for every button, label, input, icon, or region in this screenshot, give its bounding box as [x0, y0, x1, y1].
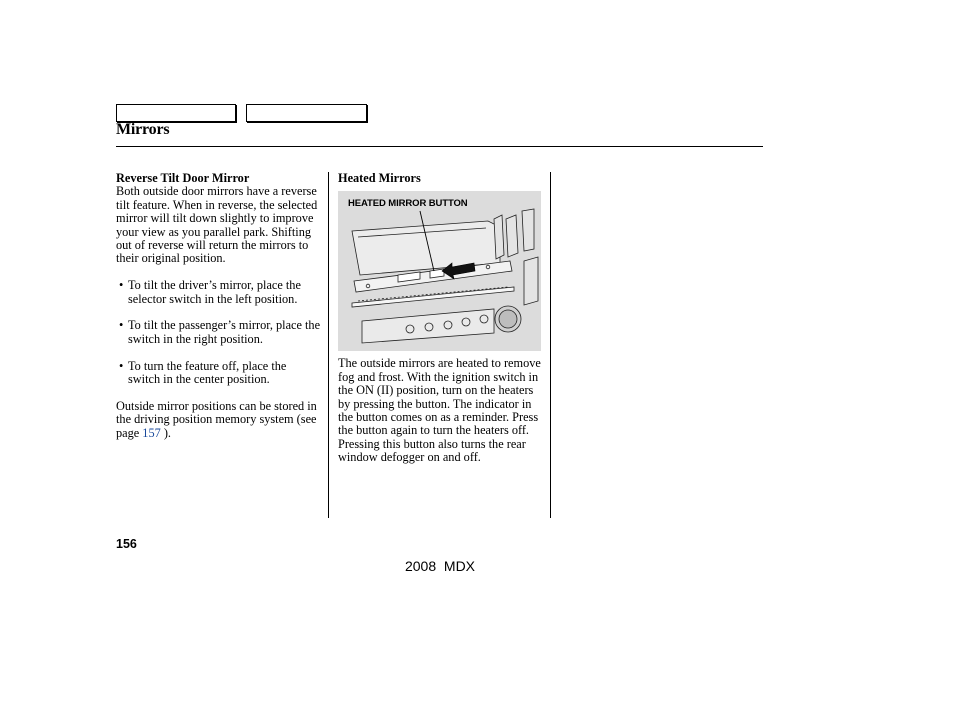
bullet-dot: • — [119, 318, 124, 333]
bullet-item — [116, 319, 321, 346]
bullet-text-off: To turn the feature off, place the switch in the center position. — [128, 358, 287, 387]
left-column — [116, 172, 321, 440]
title-divider — [116, 146, 763, 147]
column-divider-right — [550, 172, 551, 518]
footer-model: MDX — [443, 558, 476, 574]
memory-text-end: ). — [160, 425, 171, 440]
bullet-text-driver: To tilt the driver’s mirror, place the selector switch in the left position. — [128, 278, 301, 306]
bullet-item — [116, 360, 321, 387]
memory-paragraph — [116, 400, 321, 440]
memory-text: Outside mirror positions can be stored in the driving position memory system (see page — [116, 398, 317, 440]
reverse-tilt-heading: Reverse Tilt Door Mirror — [116, 171, 250, 185]
reverse-tilt-intro: Both outside door mirrors have a reverse tilt feature. When in reverse, the selected mirror will tilt down slightly to improve your view as you parallel park. Shifting out of reverse will return the mirrors to their original position. — [116, 184, 318, 266]
column-divider-left — [328, 172, 329, 518]
nav-tab-1[interactable] — [116, 104, 236, 122]
footer-year: 2008 — [404, 558, 437, 574]
nav-tab-2[interactable] — [246, 104, 367, 122]
bullet-dot: • — [119, 358, 124, 373]
middle-column — [338, 172, 543, 465]
page-number: 156 — [116, 537, 137, 551]
bullet-text-passenger: To tilt the passenger’s mirror, place the switch in the right position. — [128, 318, 321, 346]
section-title: Mirrors — [116, 121, 170, 138]
figure-label: HEATED MIRROR BUTTON — [348, 198, 468, 210]
page-link-157[interactable]: 157 — [142, 425, 161, 440]
bullet-item — [116, 279, 321, 306]
footer — [0, 558, 880, 574]
heated-mirror-figure — [338, 191, 541, 351]
heated-mirrors-body: The outside mirrors are heated to remove fog and frost. With the ignition switch in the ON (II) position, turn on the heaters by pressing the button. The indicator in the button comes on as a reminder. Press the button again to turn the heaters off. Pressing this button also turns the rear window defogger on and off. — [338, 356, 541, 465]
dashboard-illustration — [338, 191, 541, 351]
heated-mirrors-heading: Heated Mirrors — [338, 171, 421, 185]
bullet-dot: • — [119, 278, 124, 293]
